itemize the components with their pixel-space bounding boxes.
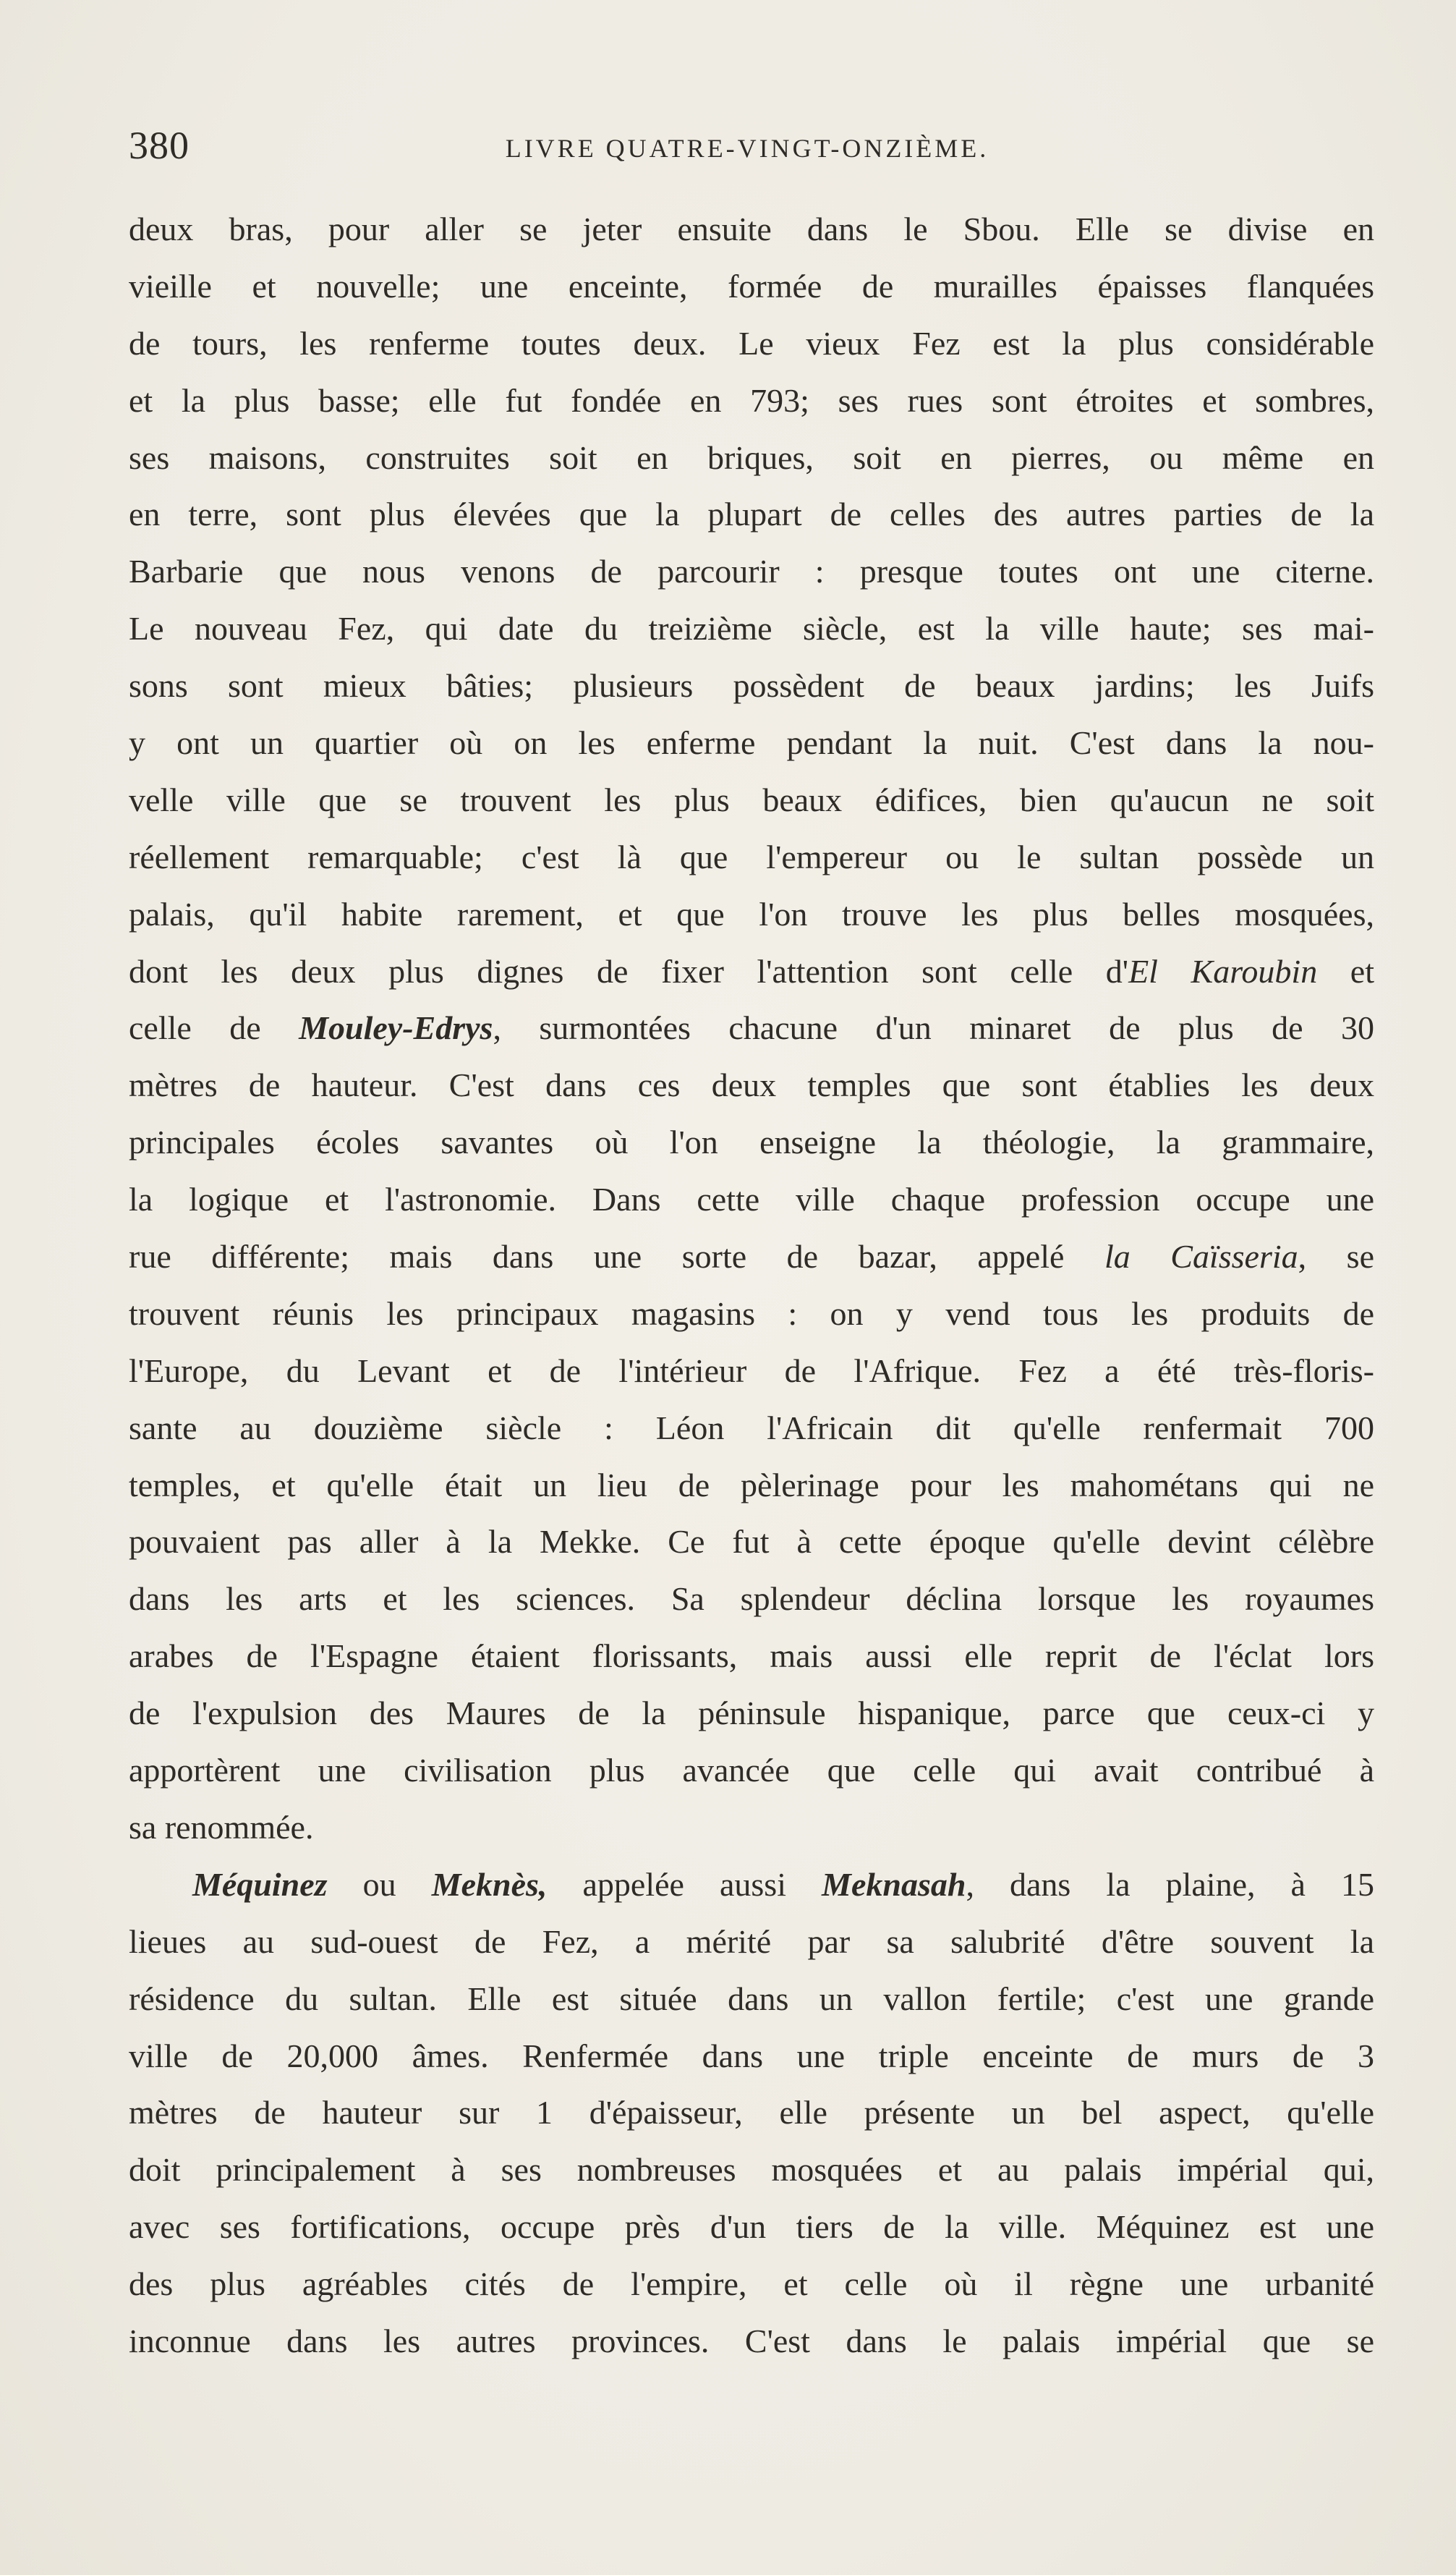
text-segment: , se: [1298, 1238, 1374, 1276]
italic-term: Meknès,: [431, 1865, 548, 1903]
text-line: apportèrent une civilisation plus avancée que celle qui avait contribué à: [129, 1752, 1374, 1789]
text-segment: et: [1317, 952, 1374, 990]
italic-term: Meknasah: [822, 1865, 966, 1903]
text-line: lieues au sud-ouest de Fez, a mérité par sa salubrité d'être souvent la: [129, 1922, 1374, 1960]
text-line: vieille et nouvelle; une enceinte, formée de murailles épaisses flanquées: [129, 267, 1374, 305]
text-segment: , surmontées chacune d'un minaret de plus de 30: [493, 1009, 1374, 1047]
text-line: des plus agréables cités de l'empire, et celle où il règne une urbanité: [129, 2265, 1374, 2303]
text-line: doit principalement à ses nombreuses mosquées et au palais impérial qui,: [129, 2151, 1374, 2189]
text-line: sante au douzième siècle : Léon l'Africain dit qu'elle renfermait 700: [129, 1409, 1374, 1446]
italic-term: El Karoubin: [1128, 952, 1318, 990]
italic-term: Mouley-Edrys: [299, 1009, 493, 1047]
paragraph-mequinez: [129, 1857, 1374, 2370]
text-line: [129, 1229, 1374, 1286]
text-line: trouvent réunis les principaux magasins : on y vend tous les produits de: [129, 1294, 1374, 1332]
text-line: palais, qu'il habite rarement, et que l'on trouve les plus belles mosquées,: [129, 895, 1374, 933]
text-line: ville de 20,000 âmes. Renfermée dans une triple enceinte de murs de 3: [129, 2037, 1374, 2074]
text-line: temples, et qu'elle était un lieu de pèlerinage pour les mahométans qui ne: [129, 1466, 1374, 1503]
text-line: inconnue dans les autres provinces. C'est dans le palais impérial que se: [129, 2322, 1374, 2359]
text-line: [129, 943, 1374, 1001]
text-segment: , dans la plaine, à 15: [966, 1865, 1375, 1903]
text-line: résidence du sultan. Elle est située dans un vallon fertile; c'est une grande: [129, 1980, 1374, 2017]
paragraph-fez: [129, 201, 1374, 1857]
text-line: [129, 1000, 1374, 1057]
text-line: de l'expulsion des Maures de la péninsule hispanique, parce que ceux-ci y: [129, 1694, 1374, 1732]
text-line: arabes de l'Espagne étaient florissants, mais aussi elle reprit de l'éclat lors: [129, 1637, 1374, 1675]
text-line: sa renommée.: [129, 1808, 314, 1846]
text-line: sons sont mieux bâties; plusieurs possèdent de beaux jardins; les Juifs: [129, 667, 1374, 705]
text-line: [129, 1857, 1374, 1914]
italic-term: Méquinez: [192, 1865, 328, 1903]
text-line: réellement remarquable; c'est là que l'empereur ou le sultan possède un: [129, 838, 1374, 875]
text-line: deux bras, pour aller se jeter ensuite dans le Sbou. Elle se divise en: [129, 211, 1374, 247]
running-head: [129, 123, 1366, 181]
text-segment: rue différente; mais dans une sorte de bazar, appelé: [129, 1238, 1104, 1276]
text-line: principales écoles savantes où l'on enseigne la théologie, la grammaire,: [129, 1124, 1374, 1161]
text-line: y ont un quartier où on les enferme pendant la nuit. C'est dans la nou-: [129, 724, 1374, 762]
text-line: pouvaient pas aller à la Mekke. Ce fut à cette époque qu'elle devint célèbre: [129, 1523, 1374, 1561]
text-line: en terre, sont plus élevées que la plupart de celles des autres parties de la: [129, 496, 1374, 533]
running-title: LIVRE QUATRE-VINGT-ONZIÈME.: [505, 134, 989, 163]
text-line: dans les arts et les sciences. Sa splendeur déclina lorsque les royaumes: [129, 1580, 1374, 1618]
text-segment: appelée aussi: [547, 1865, 822, 1903]
text-line: Le nouveau Fez, qui date du treizième siècle, est la ville haute; ses mai-: [129, 610, 1374, 648]
text-segment: celle de: [129, 1009, 299, 1047]
text-line: Barbarie que nous venons de parcourir : presque toutes ont une citerne.: [129, 553, 1374, 590]
italic-term: la Caïsseria: [1104, 1238, 1298, 1276]
body-text: [129, 201, 1374, 2370]
text-line: la logique et l'astronomie. Dans cette ville chaque profession occupe une: [129, 1181, 1374, 1218]
text-line: ses maisons, construites soit en briques, soit en pierres, ou même en: [129, 438, 1374, 476]
text-line: et la plus basse; elle fut fondée en 793; ses rues sont étroites et sombres,: [129, 381, 1374, 419]
text-line: velle ville que se trouvent les plus beaux édifices, bien qu'aucun ne soit: [129, 781, 1374, 818]
text-line: mètres de hauteur. C'est dans ces deux temples que sont établies les deux: [129, 1066, 1374, 1104]
text-segment: dont les deux plus dignes de fixer l'attention sont celle d': [129, 952, 1129, 990]
text-line: mètres de hauteur sur 1 d'épaisseur, elle présente un bel aspect, qu'elle: [129, 2094, 1374, 2131]
text-line: de tours, les renferme toutes deux. Le vieux Fez est la plus considérable: [129, 324, 1374, 362]
text-segment: ou: [327, 1865, 432, 1903]
page-number: 380: [129, 124, 190, 167]
text-line: l'Europe, du Levant et de l'intérieur de l'Afrique. Fez a été très-floris-: [129, 1352, 1374, 1389]
text-line: avec ses fortifications, occupe près d'un tiers de la ville. Méquinez est une: [129, 2208, 1374, 2246]
